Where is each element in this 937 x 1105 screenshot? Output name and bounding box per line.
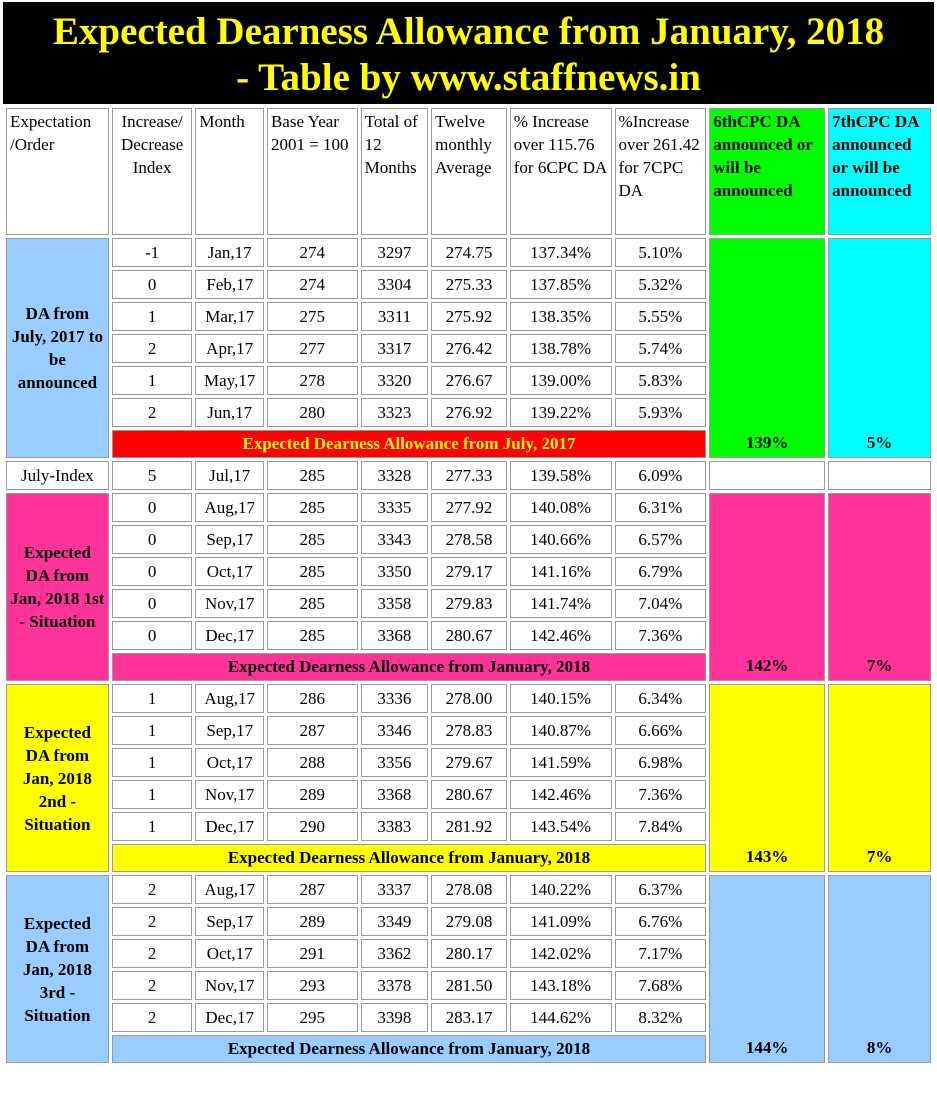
cell-pct-7cpc: 6.34% — [615, 684, 707, 713]
cell-index: 2 — [112, 939, 193, 968]
cell-pct-7cpc: 6.79% — [615, 557, 707, 586]
cell-pct-7cpc: 6.66% — [615, 716, 707, 745]
cell-base-year: 289 — [267, 780, 358, 809]
cell-total: 3336 — [361, 684, 429, 713]
cell-base-year: 280 — [267, 398, 358, 427]
section-label: Expected DA from Jan, 2018 1st - Situation — [6, 493, 109, 681]
cell-base-year: 275 — [267, 302, 358, 331]
cell-pct-7cpc: 7.36% — [615, 780, 707, 809]
cell-pct-7cpc: 7.68% — [615, 971, 707, 1000]
cell-pct-7cpc: 7.04% — [615, 589, 707, 618]
cell-total: 3362 — [361, 939, 429, 968]
cell-month: Nov,17 — [195, 780, 264, 809]
cell-total: 3328 — [361, 461, 429, 490]
cell-average: 278.00 — [431, 684, 507, 713]
cell-month: Dec,17 — [195, 621, 264, 650]
section-label: DA from July, 2017 to be announced — [6, 238, 109, 458]
cell-pct-7cpc: 6.98% — [615, 748, 707, 777]
cell-pct-6cpc: 143.54% — [510, 812, 612, 841]
table-row — [6, 493, 931, 522]
cell-month: Aug,17 — [195, 493, 264, 522]
cell-pct-7cpc: 5.10% — [615, 238, 707, 267]
cell-month: Sep,17 — [195, 525, 264, 554]
da-6cpc-value: 142% — [709, 493, 825, 681]
header-index: Increase/ Decrease Index — [112, 108, 193, 235]
section-label: Expected DA from Jan, 2018 3rd - Situation — [6, 875, 109, 1063]
cell-average: 279.83 — [431, 589, 507, 618]
july-index-label: July-Index — [6, 461, 109, 490]
cell-month: Nov,17 — [195, 589, 264, 618]
cell-pct-7cpc: 6.31% — [615, 493, 707, 522]
cell-pct-6cpc: 139.22% — [510, 398, 612, 427]
cell-month: May,17 — [195, 366, 264, 395]
cell-average: 278.58 — [431, 525, 507, 554]
cell-pct-6cpc: 141.74% — [510, 589, 612, 618]
cell-total: 3320 — [361, 366, 429, 395]
cell-base-year: 293 — [267, 971, 358, 1000]
cell-pct-7cpc: 6.76% — [615, 907, 707, 936]
cell-total: 3350 — [361, 557, 429, 586]
cell-pct-6cpc: 140.87% — [510, 716, 612, 745]
header-row — [6, 108, 931, 235]
cell-index: 1 — [112, 366, 193, 395]
table-row — [6, 875, 931, 904]
cell-index: 1 — [112, 302, 193, 331]
cell-month: Jul,17 — [195, 461, 264, 490]
cell-total: 3304 — [361, 270, 429, 299]
cell-average: 276.42 — [431, 334, 507, 363]
cell-base-year: 278 — [267, 366, 358, 395]
da-7cpc-value: 8% — [828, 875, 931, 1063]
cell-total: 3297 — [361, 238, 429, 267]
cell-pct-6cpc: 140.22% — [510, 875, 612, 904]
title-line-1: Expected Dearness Allowance from January, 2018 — [52, 10, 885, 53]
cell-average: 279.08 — [431, 907, 507, 936]
header-da-7cpc: 7thCPC DA announced or will be announced — [828, 108, 931, 235]
cell-total: 3349 — [361, 907, 429, 936]
cell-index: 2 — [112, 334, 193, 363]
cell-month: Oct,17 — [195, 748, 264, 777]
cell-index: 2 — [112, 907, 193, 936]
cell-pct-6cpc: 141.16% — [510, 557, 612, 586]
cell-month: Apr,17 — [195, 334, 264, 363]
cell-average: 280.67 — [431, 621, 507, 650]
cell-total: 3346 — [361, 716, 429, 745]
cell-base-year: 285 — [267, 589, 358, 618]
cell-index: 0 — [112, 557, 193, 586]
cell-index: 2 — [112, 971, 193, 1000]
cell-base-year: 286 — [267, 684, 358, 713]
cell-index: 1 — [112, 716, 193, 745]
cell-month: Feb,17 — [195, 270, 264, 299]
cell-pct-6cpc: 141.09% — [510, 907, 612, 936]
cell-average: 281.92 — [431, 812, 507, 841]
cell-pct-7cpc: 7.84% — [615, 812, 707, 841]
cell-base-year: 285 — [267, 461, 358, 490]
cell-base-year: 287 — [267, 875, 358, 904]
header-expectation: Expectation /Order — [6, 108, 109, 235]
title-line-2: - Table by www.staffnews.in — [236, 56, 701, 99]
cell-total: 3317 — [361, 334, 429, 363]
cell-pct-6cpc: 137.85% — [510, 270, 612, 299]
cell-average: 277.92 — [431, 493, 507, 522]
cell-total: 3378 — [361, 971, 429, 1000]
cell-pct-6cpc: 143.18% — [510, 971, 612, 1000]
cell-average: 278.83 — [431, 716, 507, 745]
july-empty-7cpc — [828, 461, 931, 490]
cell-month: Aug,17 — [195, 684, 264, 713]
cell-base-year: 285 — [267, 621, 358, 650]
cell-pct-7cpc: 5.74% — [615, 334, 707, 363]
cell-base-year: 288 — [267, 748, 358, 777]
cell-month: Sep,17 — [195, 716, 264, 745]
header-average: Twelve monthly Average — [431, 108, 507, 235]
cell-average: 277.33 — [431, 461, 507, 490]
da-6cpc-value: 139% — [709, 238, 825, 458]
da-7cpc-value: 7% — [828, 493, 931, 681]
cell-index: 0 — [112, 270, 193, 299]
cell-average: 276.92 — [431, 398, 507, 427]
cell-month: Dec,17 — [195, 812, 264, 841]
da-6cpc-value: 143% — [709, 684, 825, 872]
cell-total: 3343 — [361, 525, 429, 554]
cell-average: 280.17 — [431, 939, 507, 968]
cell-index: 2 — [112, 1003, 193, 1032]
cell-base-year: 291 — [267, 939, 358, 968]
cell-average: 275.33 — [431, 270, 507, 299]
header-pct-7cpc: %Increase over 261.42 for 7CPC DA — [615, 108, 707, 235]
cell-index: 0 — [112, 589, 193, 618]
cell-pct-6cpc: 142.46% — [510, 780, 612, 809]
cell-pct-6cpc: 140.66% — [510, 525, 612, 554]
cell-total: 3398 — [361, 1003, 429, 1032]
cell-pct-7cpc: 6.57% — [615, 525, 707, 554]
cell-month: Nov,17 — [195, 971, 264, 1000]
cell-index: 2 — [112, 875, 193, 904]
cell-pct-6cpc: 138.78% — [510, 334, 612, 363]
cell-month: Oct,17 — [195, 557, 264, 586]
cell-base-year: 277 — [267, 334, 358, 363]
da-6cpc-value: 144% — [709, 875, 825, 1063]
cell-month: Mar,17 — [195, 302, 264, 331]
cell-pct-7cpc: 5.32% — [615, 270, 707, 299]
cell-index: 1 — [112, 684, 193, 713]
cell-base-year: 285 — [267, 557, 358, 586]
cell-index: 5 — [112, 461, 193, 490]
cell-average: 278.08 — [431, 875, 507, 904]
july-index-row — [6, 461, 931, 490]
cell-total: 3356 — [361, 748, 429, 777]
cell-total: 3358 — [361, 589, 429, 618]
cell-index: 2 — [112, 398, 193, 427]
cell-pct-6cpc: 142.46% — [510, 621, 612, 650]
cell-base-year: 289 — [267, 907, 358, 936]
cell-index: 1 — [112, 748, 193, 777]
cell-average: 279.17 — [431, 557, 507, 586]
cell-average: 283.17 — [431, 1003, 507, 1032]
cell-pct-6cpc: 138.35% — [510, 302, 612, 331]
july-empty-6cpc — [709, 461, 825, 490]
cell-base-year: 295 — [267, 1003, 358, 1032]
cell-index: 1 — [112, 780, 193, 809]
header-base-year: Base Year 2001 = 100 — [267, 108, 358, 235]
table-row — [6, 238, 931, 267]
cell-pct-7cpc: 5.93% — [615, 398, 707, 427]
cell-pct-6cpc: 140.08% — [510, 493, 612, 522]
cell-total: 3368 — [361, 621, 429, 650]
cell-total: 3368 — [361, 780, 429, 809]
cell-total: 3335 — [361, 493, 429, 522]
da-7cpc-value: 7% — [828, 684, 931, 872]
cell-month: Oct,17 — [195, 939, 264, 968]
cell-index: -1 — [112, 238, 193, 267]
section-label: Expected DA from Jan, 2018 2nd - Situation — [6, 684, 109, 872]
header-total: Total of 12 Months — [361, 108, 429, 235]
cell-average: 279.67 — [431, 748, 507, 777]
cell-index: 1 — [112, 812, 193, 841]
cell-pct-7cpc: 7.36% — [615, 621, 707, 650]
cell-average: 281.50 — [431, 971, 507, 1000]
cell-average: 274.75 — [431, 238, 507, 267]
cell-pct-7cpc: 8.32% — [615, 1003, 707, 1032]
section-banner: Expected Dearness Allowance from January, 2018 — [112, 1035, 706, 1063]
cell-base-year: 285 — [267, 525, 358, 554]
cell-pct-6cpc: 141.59% — [510, 748, 612, 777]
table-row — [6, 684, 931, 713]
cell-pct-6cpc: 144.62% — [510, 1003, 612, 1032]
header-month: Month — [195, 108, 264, 235]
cell-base-year: 287 — [267, 716, 358, 745]
cell-average: 276.67 — [431, 366, 507, 395]
cell-index: 0 — [112, 493, 193, 522]
cell-pct-7cpc: 7.17% — [615, 939, 707, 968]
cell-average: 280.67 — [431, 780, 507, 809]
da-table — [3, 105, 934, 1066]
cell-base-year: 274 — [267, 270, 358, 299]
cell-month: Jun,17 — [195, 398, 264, 427]
cell-total: 3337 — [361, 875, 429, 904]
cell-pct-6cpc: 140.15% — [510, 684, 612, 713]
page-title — [3, 2, 934, 104]
header-pct-6cpc: % Increase over 115.76 for 6CPC DA — [510, 108, 612, 235]
da-7cpc-value: 5% — [828, 238, 931, 458]
cell-pct-6cpc: 139.58% — [510, 461, 612, 490]
cell-pct-7cpc: 6.09% — [615, 461, 707, 490]
cell-pct-7cpc: 5.55% — [615, 302, 707, 331]
cell-base-year: 274 — [267, 238, 358, 267]
cell-average: 275.92 — [431, 302, 507, 331]
cell-month: Dec,17 — [195, 1003, 264, 1032]
cell-total: 3383 — [361, 812, 429, 841]
cell-total: 3311 — [361, 302, 429, 331]
cell-base-year: 290 — [267, 812, 358, 841]
cell-month: Aug,17 — [195, 875, 264, 904]
cell-total: 3323 — [361, 398, 429, 427]
cell-pct-7cpc: 5.83% — [615, 366, 707, 395]
cell-month: Sep,17 — [195, 907, 264, 936]
section-banner: Expected Dearness Allowance from January, 2018 — [112, 653, 706, 681]
cell-index: 0 — [112, 525, 193, 554]
header-da-6cpc: 6thCPC DA announced or will be announced — [709, 108, 825, 235]
cell-pct-7cpc: 6.37% — [615, 875, 707, 904]
cell-pct-6cpc: 137.34% — [510, 238, 612, 267]
cell-pct-6cpc: 142.02% — [510, 939, 612, 968]
section-banner: Expected Dearness Allowance from January, 2018 — [112, 844, 706, 872]
cell-pct-6cpc: 139.00% — [510, 366, 612, 395]
cell-month: Jan,17 — [195, 238, 264, 267]
cell-base-year: 285 — [267, 493, 358, 522]
section-banner: Expected Dearness Allowance from July, 2017 — [112, 430, 706, 458]
cell-index: 0 — [112, 621, 193, 650]
